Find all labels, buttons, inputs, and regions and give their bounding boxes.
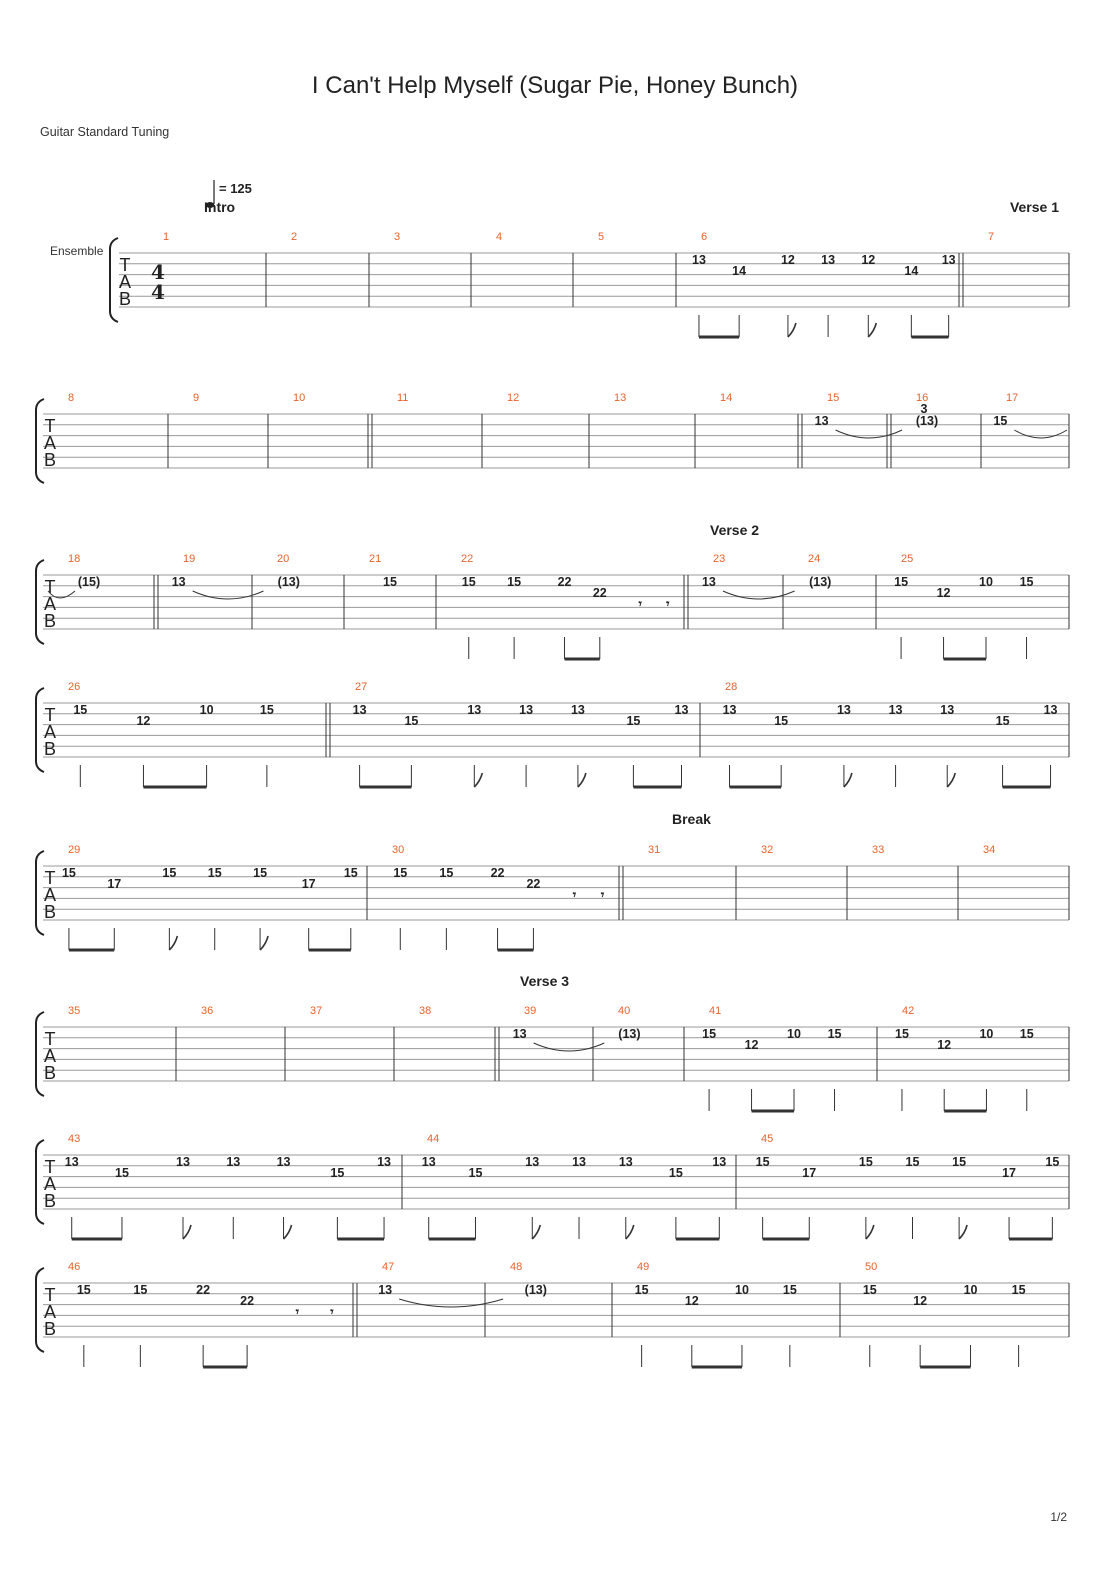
measure-number: 42 [902,1005,915,1017]
tab-clef-letter: T [44,1157,56,1177]
measure-number: 12 [507,392,520,404]
note-flag [260,936,268,950]
fret-number: 22 [557,575,572,589]
note-flag [169,936,177,950]
measure-number: 3 [394,231,401,243]
tab-clef-letter: A [43,1046,57,1066]
measure-number: 47 [382,1261,395,1273]
measure-number: 40 [618,1005,631,1017]
eighth-rest: 𝄾 [330,1305,334,1319]
tie-arc [534,1043,605,1051]
fret-number: 13 [276,1155,291,1169]
section-label: Intro [204,199,236,215]
fret-number: 13 [888,703,903,717]
fret-number: 15 [330,1166,345,1180]
measure-number: 24 [808,553,821,565]
time-signature-numerator: 4 [151,260,165,284]
section-label: Verse 1 [1009,199,1059,215]
fret-number: 15 [634,1283,649,1297]
fret-number: 15 [207,866,222,880]
note-flag [959,1225,967,1239]
fret-number: 15 [133,1283,148,1297]
tuning-label: Guitar Standard Tuning [40,125,170,139]
fret-number: 15 [393,866,408,880]
eighth-rest: 𝄾 [638,597,642,611]
measure-number: 13 [614,392,627,404]
measure-number: 22 [461,553,474,565]
fret-number: 15 [115,1166,129,1180]
measure-number: 34 [983,844,996,856]
fret-number: 15 [253,866,268,880]
eighth-rest: 𝄾 [572,888,577,902]
eighth-rest: 𝄾 [600,888,605,902]
measure-number: 37 [310,1005,323,1017]
measure-number: 8 [68,392,75,404]
tie-arc [1014,430,1067,438]
fret-number: 13 [572,1155,586,1169]
note-flag [284,1225,292,1239]
fret-number: 15 [782,1283,797,1297]
tie-arc [723,591,795,599]
fret-number: 22 [526,877,541,891]
fret-number: 15 [1011,1283,1026,1297]
fret-number: 13 [176,1155,190,1169]
fret-number: 13 [352,703,367,717]
fret-number: 17 [802,1166,817,1180]
fret-number: 10 [199,703,214,717]
fret-number: 22 [240,1294,255,1308]
fret-number: 12 [684,1294,699,1308]
measure-number: 23 [713,553,726,565]
fret-number: 15 [626,714,641,728]
tab-clef-letter: T [119,255,131,275]
tab-clef-letter: B [43,450,57,470]
fret-number: 13 [171,575,186,589]
fret-number: 15 [702,1027,717,1041]
fret-number: 13 [722,703,737,717]
section-label: Verse 3 [520,973,570,989]
section-label: Verse 2 [710,522,760,538]
measure-number: 6 [701,231,708,243]
fret-number: 13 [421,1155,436,1169]
measure-number: 48 [510,1261,523,1273]
tab-clef-letter: A [43,722,57,742]
fret-number: 10 [735,1283,749,1297]
fret-number: 13 [712,1155,727,1169]
fret-number: (13) [809,575,832,589]
tab-clef-letter: A [43,594,57,614]
measure-number: 50 [865,1261,878,1273]
fret-number: 17 [1002,1166,1017,1180]
fret-number: (15) [77,575,101,589]
fret-number: 15 [1045,1155,1060,1169]
measure-number: 1 [163,231,170,243]
fret-number: 15 [73,703,88,717]
measure-number: 20 [277,553,290,565]
measure-number: 43 [68,1133,81,1145]
fret-number: 13 [64,1155,79,1169]
fret-number: (13) [277,575,300,589]
fret-number: 15 [668,1166,683,1180]
fret-number: 12 [861,253,876,267]
section-label: Break [672,811,711,827]
note-flag [788,323,796,337]
fret-number: 13 [512,1027,527,1041]
note-flag [183,1225,191,1239]
fret-number: 15 [507,575,522,589]
tab-clef-letter: T [44,1029,56,1049]
fret-number: 15 [61,866,76,880]
tie-arc [399,1299,503,1307]
fret-number: 12 [937,1038,952,1052]
fret-number: 15 [404,714,419,728]
fret-number: 15 [439,866,454,880]
track-name: Ensemble [50,244,104,258]
fret-number: 13 [814,414,829,428]
fret-number: 15 [995,714,1010,728]
time-signature-denominator: 4 [151,280,165,304]
fret-number: 13 [701,575,716,589]
fret-number: 10 [979,1027,994,1041]
tab-clef-letter: B [43,1191,57,1211]
fret-number: 12 [744,1038,759,1052]
tie-arc [836,430,903,438]
fret-number: (13) [915,414,939,428]
fret-number: 13 [821,253,836,267]
fret-number: 22 [592,586,607,600]
system-bracket [110,238,118,322]
system-bracket [36,560,44,644]
fret-number: 13 [467,703,482,717]
measure-number: 19 [183,553,196,565]
tab-clef-letter: A [43,433,57,453]
measure-number: 26 [68,681,81,693]
fret-number: 13 [940,703,955,717]
fret-number: 15 [1019,575,1034,589]
eighth-rest: 𝄾 [666,597,670,611]
fret-number: 15 [862,1283,877,1297]
fret-number: 15 [383,575,397,589]
fret-number: 12 [780,253,795,267]
tie-arc [193,591,264,599]
tuplet-number: 3 [920,402,928,416]
tab-clef-letter: T [44,1285,56,1305]
measure-number: 38 [419,1005,432,1017]
measure-number: 18 [68,553,81,565]
fret-number: 13 [378,1283,393,1297]
fret-number: 13 [570,703,585,717]
measure-number: 10 [293,392,306,404]
fret-number: 15 [774,714,789,728]
fret-number: (13) [524,1283,547,1297]
tab-clef-letter: B [43,1319,57,1339]
fret-number: 15 [952,1155,967,1169]
fret-number: 15 [468,1166,483,1180]
fret-number: 13 [226,1155,241,1169]
eighth-rest: 𝄾 [295,1305,300,1319]
tab-clef-letter: A [43,1174,57,1194]
measure-number: 41 [709,1005,722,1017]
fret-number: 13 [674,703,689,717]
tab-clef-letter: A [118,272,132,292]
measure-number: 9 [193,392,200,404]
tempo-value: = 125 [219,181,252,196]
fret-number: 22 [196,1283,211,1297]
fret-number: (13) [618,1027,641,1041]
fret-number: 13 [377,1155,392,1169]
measure-number: 39 [524,1005,537,1017]
tab-clef-letter: T [44,577,56,597]
tab-clef-letter: B [43,611,57,631]
measure-number: 35 [68,1005,81,1017]
measure-number: 44 [427,1133,440,1145]
tab-clef-letter: B [118,289,132,309]
fret-number: 13 [519,703,534,717]
measure-number: 30 [392,844,405,856]
note-flag [866,1225,874,1239]
fret-number: 10 [787,1027,801,1041]
fret-number: 15 [343,866,358,880]
measure-number: 36 [201,1005,214,1017]
fret-number: 13 [692,253,706,267]
measure-number: 14 [720,392,733,404]
fret-number: 13 [941,253,956,267]
fret-number: 17 [107,877,122,891]
tab-clef-letter: A [43,885,57,905]
fret-number: 12 [936,586,951,600]
fret-number: 13 [836,703,851,717]
measure-number: 16 [916,392,929,404]
song-title: I Can't Help Myself (Sugar Pie, Honey Bunch) [311,72,799,99]
measure-number: 46 [68,1261,81,1273]
tab-clef-letter: T [44,416,56,436]
fret-number: 17 [301,877,316,891]
fret-number: 15 [259,703,274,717]
fret-number: 15 [858,1155,873,1169]
fret-number: 13 [1043,703,1058,717]
system-bracket [36,399,44,483]
measure-number: 11 [397,392,409,404]
fret-number: 15 [895,1027,909,1041]
fret-number: 14 [904,264,919,278]
page-number: 1/2 [1050,1510,1067,1524]
system-bracket [36,1140,44,1224]
fret-number: 13 [525,1155,540,1169]
note-flag [474,773,482,787]
tab-clef-letter: B [43,902,57,922]
measure-number: 45 [761,1133,774,1145]
fret-number: 14 [732,264,747,278]
fret-number: 15 [461,575,476,589]
tab-clef-letter: A [43,1302,57,1322]
fret-number: 12 [136,714,151,728]
system-bracket [36,688,44,772]
measure-number: 2 [291,231,298,243]
measure-number: 33 [872,844,885,856]
measure-number: 4 [496,231,503,243]
measure-number: 17 [1006,392,1019,404]
note-flag [626,1225,634,1239]
fret-number: 13 [618,1155,633,1169]
measure-number: 25 [901,553,914,565]
note-flag [532,1225,540,1239]
note-flag [868,323,876,337]
fret-number: 15 [993,414,1008,428]
fret-number: 22 [490,866,505,880]
fret-number: 10 [963,1283,978,1297]
measure-number: 7 [988,231,995,243]
fret-number: 10 [979,575,993,589]
fret-number: 12 [913,1294,928,1308]
note-flag [947,773,955,787]
system-bracket [36,851,44,935]
fret-number: 15 [162,866,177,880]
measure-number: 49 [637,1261,650,1273]
measure-number: 21 [369,553,382,565]
measure-number: 5 [598,231,605,243]
note-flag [578,773,586,787]
fret-number: 15 [894,575,909,589]
system-bracket [36,1268,44,1352]
tab-clef-letter: B [43,1063,57,1083]
measure-number: 32 [761,844,774,856]
note-flag [844,773,852,787]
tab-clef-letter: B [43,739,57,759]
measure-number: 31 [648,844,661,856]
measure-number: 27 [355,681,368,693]
fret-number: 15 [755,1155,770,1169]
fret-number: 15 [827,1027,842,1041]
tab-clef-letter: T [44,705,56,725]
fret-number: 15 [76,1283,91,1297]
system-bracket [36,1012,44,1096]
measure-number: 28 [725,681,738,693]
tab-clef-letter: T [44,868,56,888]
measure-number: 15 [827,392,840,404]
fret-number: 15 [1019,1027,1034,1041]
fret-number: 15 [905,1155,920,1169]
measure-number: 29 [68,844,81,856]
